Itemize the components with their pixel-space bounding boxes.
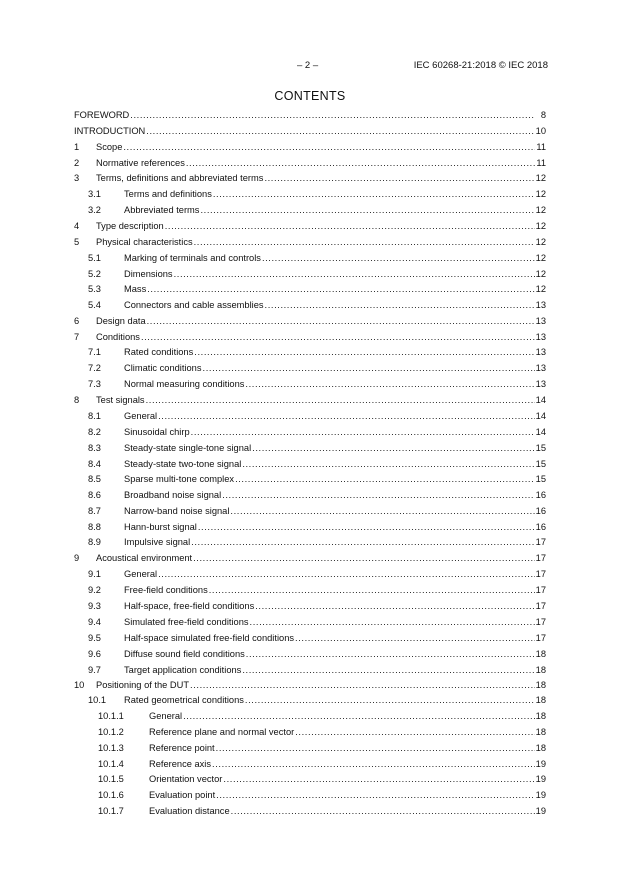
toc-entry-number: 9.2: [88, 585, 101, 595]
dot-leader: [231, 806, 535, 817]
dot-leader: [213, 189, 535, 200]
toc-entry-page: 13: [535, 332, 546, 342]
toc-entry-title: Type description: [96, 221, 164, 231]
toc-entry[interactable]: [74, 443, 546, 454]
dot-leader: [223, 774, 534, 785]
dot-leader: [216, 790, 534, 801]
dot-leader: [147, 284, 534, 295]
toc-entry-number: 7.2: [88, 363, 101, 373]
toc-entry-title: Half-space simulated free-field conditions: [124, 633, 295, 643]
toc-entry-page: 14: [535, 411, 546, 421]
toc-entry[interactable]: [74, 506, 546, 517]
toc-entry-page: 18: [535, 680, 546, 690]
toc-entry-page: 17: [535, 569, 546, 579]
toc-entry-number: 3.2: [88, 205, 101, 215]
toc-entry[interactable]: [74, 774, 546, 785]
toc-entry-title: Normal measuring conditions: [124, 379, 245, 389]
toc-entry-number: 8.9: [88, 537, 101, 547]
toc-entry-number: 9.7: [88, 665, 101, 675]
dot-leader: [242, 665, 534, 676]
toc-entry-number: 9.6: [88, 649, 101, 659]
dot-leader: [252, 443, 535, 454]
toc-entry-page: 18: [535, 743, 546, 753]
dot-leader: [295, 633, 535, 644]
dot-leader: [123, 142, 535, 153]
toc-entry-title: Evaluation point: [149, 790, 216, 800]
toc-entry[interactable]: [74, 665, 546, 676]
dot-leader: [250, 617, 535, 628]
toc-entry-page: 17: [535, 537, 546, 547]
toc-entry-page: 12: [535, 237, 546, 247]
toc-entry-number: 3: [74, 173, 80, 183]
toc-entry-title: Test signals: [96, 395, 145, 405]
toc-entry-page: 16: [535, 490, 546, 500]
toc-entry-page: 16: [535, 506, 546, 516]
toc-entry-page: 18: [535, 695, 546, 705]
toc-entry-title: Sparse multi-tone complex: [124, 474, 235, 484]
toc-entry-page: 12: [535, 189, 546, 199]
toc-entry-page: 12: [535, 284, 546, 294]
toc-entry[interactable]: [74, 459, 546, 470]
toc-entry-number: 6: [74, 316, 80, 326]
toc-entry[interactable]: [74, 601, 546, 612]
dot-leader: [194, 237, 535, 248]
toc-entry-number: 5.4: [88, 300, 101, 310]
toc-entry-number: 10.1.7: [98, 806, 124, 816]
toc-entry[interactable]: [74, 284, 546, 295]
toc-entry-number: 8.3: [88, 443, 101, 453]
toc-entry-number: 9.3: [88, 601, 101, 611]
toc-entry-title: Target application conditions: [124, 665, 242, 675]
toc-entry[interactable]: [74, 537, 546, 548]
toc-entry-title: Terms, definitions and abbreviated terms: [96, 173, 264, 183]
toc-entry[interactable]: [74, 300, 546, 311]
toc-entry-number: 7.3: [88, 379, 101, 389]
toc-entry-number: 5.3: [88, 284, 101, 294]
dot-leader: [190, 680, 535, 691]
toc-entry-number: 5: [74, 237, 80, 247]
toc-entry-number: 8.8: [88, 522, 101, 532]
toc-entry[interactable]: [74, 617, 546, 628]
toc-entry[interactable]: [74, 806, 546, 817]
toc-entry[interactable]: [74, 269, 546, 280]
toc-entry-title: Scope: [96, 142, 123, 152]
toc-entry-page: 18: [535, 649, 546, 659]
toc-entry-title: Abbreviated terms: [124, 205, 200, 215]
toc-entry[interactable]: [74, 727, 546, 738]
toc-entry[interactable]: [74, 474, 546, 485]
toc-entry-number: 9.4: [88, 617, 101, 627]
toc-entry-title: Design data: [96, 316, 146, 326]
toc-entry-title: Terms and definitions: [124, 189, 212, 199]
toc-entry[interactable]: [74, 711, 546, 722]
toc-entry-title: Rated conditions: [124, 347, 194, 357]
dot-leader: [242, 459, 534, 470]
toc-entry-title: Rated geometrical conditions: [124, 695, 244, 705]
toc-entry[interactable]: [74, 790, 546, 801]
toc-entry[interactable]: [74, 743, 546, 754]
toc-entry-number: 9.5: [88, 633, 101, 643]
dot-leader: [194, 347, 534, 358]
toc-entry-title: Hann-burst signal: [124, 522, 197, 532]
dot-leader: [264, 173, 534, 184]
toc-entry[interactable]: [74, 316, 546, 327]
toc-entry[interactable]: [74, 649, 546, 660]
toc-entry-number: 7: [74, 332, 80, 342]
toc-entry[interactable]: [74, 585, 546, 596]
toc-entry[interactable]: [74, 363, 546, 374]
toc-entry-number: 10.1.1: [98, 711, 124, 721]
toc-entry-number: 8.2: [88, 427, 101, 437]
toc-entry-title: Evaluation distance: [149, 806, 230, 816]
document-identifier: IEC 60268-21:2018 © IEC 2018: [413, 60, 548, 71]
dot-leader: [262, 253, 535, 264]
toc-entry[interactable]: [74, 110, 546, 121]
toc-entry-title: INTRODUCTION: [74, 126, 146, 136]
toc-entry-page: 17: [535, 585, 546, 595]
toc-entry-page: 18: [535, 711, 546, 721]
toc-entry[interactable]: [74, 347, 546, 358]
toc-entry-page: 13: [535, 316, 546, 326]
toc-entry-title: Acoustical environment: [96, 553, 193, 563]
toc-entry[interactable]: [74, 633, 546, 644]
toc-entry-page: 13: [535, 363, 546, 373]
toc-entry[interactable]: [74, 427, 546, 438]
toc-entry-number: 10.1.3: [98, 743, 124, 753]
toc-entry-number: 5.1: [88, 253, 101, 263]
dot-leader: [158, 569, 535, 580]
toc-entry-page: 12: [535, 253, 546, 263]
page-header: [0, 60, 620, 76]
toc-entry-number: 9: [74, 553, 80, 563]
toc-entry[interactable]: [74, 695, 546, 706]
toc-entry-title: Normative references: [96, 158, 185, 168]
dot-leader: [200, 205, 534, 216]
toc-entry-page: 12: [535, 221, 546, 231]
toc-entry-page: 12: [535, 205, 546, 215]
toc-entry[interactable]: [74, 490, 546, 501]
toc-entry-page: 15: [535, 459, 546, 469]
toc-entry-page: 17: [535, 633, 546, 643]
dot-leader: [222, 490, 534, 501]
toc-entry[interactable]: [74, 221, 546, 232]
dot-leader: [183, 711, 535, 722]
toc-entry[interactable]: [74, 553, 546, 564]
dot-leader: [146, 395, 535, 406]
toc-entry-page: 12: [535, 269, 546, 279]
toc-entry-title: Dimensions: [124, 269, 173, 279]
dot-leader: [265, 300, 535, 311]
toc-entry-page: 13: [535, 300, 546, 310]
toc-entry-title: General: [124, 411, 158, 421]
toc-entry-title: Marking of terminals and controls: [124, 253, 261, 263]
toc-entry-title: Sinusoidal chirp: [124, 427, 190, 437]
toc-entry-number: 8.4: [88, 459, 101, 469]
toc-entry[interactable]: [74, 173, 546, 184]
page-title: CONTENTS: [274, 89, 346, 103]
toc-entry-page: 18: [535, 727, 546, 737]
toc-entry-page: 13: [535, 347, 546, 357]
toc-entry[interactable]: [74, 237, 546, 248]
toc-entry[interactable]: [74, 411, 546, 422]
dot-leader: [212, 759, 535, 770]
toc-entry-title: Simulated free-field conditions: [124, 617, 249, 627]
toc-entry-title: Diffuse sound field conditions: [124, 649, 245, 659]
toc-entry-page: 19: [535, 774, 546, 784]
dot-leader: [191, 537, 535, 548]
dot-leader: [186, 158, 535, 169]
toc-entry-page: 17: [535, 601, 546, 611]
toc-entry-page: 18: [535, 665, 546, 675]
dot-leader: [235, 474, 535, 485]
toc-entry-page: 19: [535, 759, 546, 769]
page-number: – 2 –: [297, 60, 319, 71]
dot-leader: [245, 695, 535, 706]
toc-entry-page: 12: [535, 173, 546, 183]
toc-entry[interactable]: [74, 158, 546, 169]
dot-leader: [158, 411, 535, 422]
toc-entry-page: 17: [535, 617, 546, 627]
toc-entry-title: Mass: [124, 284, 147, 294]
toc-entry[interactable]: [74, 189, 546, 200]
dot-leader: [130, 110, 535, 121]
toc-entry-title: Positioning of the DUT: [96, 680, 190, 690]
toc-entry-title: Physical characteristics: [96, 237, 193, 247]
toc-entry-number: 7.1: [88, 347, 101, 357]
toc-entry[interactable]: [74, 205, 546, 216]
toc-entry-title: Conditions: [96, 332, 140, 342]
toc-entry-title: Free-field conditions: [124, 585, 208, 595]
dot-leader: [216, 743, 535, 754]
toc-entry-number: 10: [74, 680, 85, 690]
toc-entry[interactable]: [74, 332, 546, 343]
toc-entry-number: 5.2: [88, 269, 101, 279]
toc-entry-title: Connectors and cable assemblies: [124, 300, 264, 310]
toc-entry-page: 15: [535, 474, 546, 484]
toc-entry-page: 14: [535, 395, 546, 405]
toc-entry[interactable]: [74, 253, 546, 264]
toc-entry-number: 10.1.5: [98, 774, 124, 784]
dot-leader: [193, 553, 535, 564]
toc-entry-number: 10.1.6: [98, 790, 124, 800]
toc-entry-number: 8.6: [88, 490, 101, 500]
toc-entry[interactable]: [74, 759, 546, 770]
toc-entry-page: 19: [535, 790, 546, 800]
toc-entry-title: Half-space, free-field conditions: [124, 601, 255, 611]
toc-entry-title: Reference plane and normal vector: [149, 727, 295, 737]
toc-entry-title: Steady-state single-tone signal: [124, 443, 252, 453]
toc-entry-number: 8.7: [88, 506, 101, 516]
toc-entry[interactable]: [74, 142, 546, 153]
toc-entry-title: Impulsive signal: [124, 537, 191, 547]
toc-entry[interactable]: [74, 522, 546, 533]
dot-leader: [165, 221, 535, 232]
toc-entry-page: 16: [535, 522, 546, 532]
toc-entry-title: Steady-state two-tone signal: [124, 459, 242, 469]
toc-entry[interactable]: [74, 379, 546, 390]
toc-entry-page: 11: [536, 142, 546, 152]
dot-leader: [246, 649, 535, 660]
toc-entry[interactable]: [74, 126, 546, 137]
dot-leader: [147, 316, 535, 327]
toc-entry-title: General: [149, 711, 183, 721]
dot-leader: [203, 363, 535, 374]
dot-leader: [295, 727, 534, 738]
toc-entry-number: 8.5: [88, 474, 101, 484]
toc-entry-title: Orientation vector: [149, 774, 223, 784]
dot-leader: [198, 522, 535, 533]
toc-entry-title: Broadband noise signal: [124, 490, 222, 500]
toc-entry-page: 19: [535, 806, 546, 816]
toc-entry-title: Climatic conditions: [124, 363, 202, 373]
toc-entry-number: 8.1: [88, 411, 101, 421]
toc-entry-title: General: [124, 569, 158, 579]
toc-entry-number: 10.1.2: [98, 727, 124, 737]
dot-leader: [141, 332, 535, 343]
toc-entry-page: 14: [535, 427, 546, 437]
toc-entry-title: Reference axis: [149, 759, 212, 769]
dot-leader: [174, 269, 535, 280]
toc-entry-title: FOREWORD: [74, 110, 130, 120]
toc-entry-title: Narrow-band noise signal: [124, 506, 230, 516]
dot-leader: [255, 601, 534, 612]
toc-entry-title: Reference point: [149, 743, 215, 753]
toc-entry-number: 4: [74, 221, 80, 231]
dot-leader: [209, 585, 535, 596]
dot-leader: [230, 506, 534, 517]
toc-entry-page: 10: [535, 126, 546, 136]
toc-entry-number: 8: [74, 395, 80, 405]
dot-leader: [245, 379, 534, 390]
dot-leader: [191, 427, 535, 438]
toc-entry-number: 9.1: [88, 569, 101, 579]
toc-entry-page: 15: [535, 443, 546, 453]
dot-leader: [146, 126, 534, 137]
toc-entry-number: 2: [74, 158, 80, 168]
toc-entry-number: 3.1: [88, 189, 101, 199]
toc-entry[interactable]: [74, 395, 546, 406]
toc-entry-number: 1: [74, 142, 80, 152]
toc-entry-page: 13: [535, 379, 546, 389]
toc-entry[interactable]: [74, 569, 546, 580]
toc-entry-number: 10.1.4: [98, 759, 124, 769]
toc-entry[interactable]: [74, 680, 546, 691]
toc-entry-number: 10.1: [88, 695, 107, 705]
toc-entry-page: 11: [536, 158, 546, 168]
toc-entry-page: 17: [535, 553, 546, 563]
toc-entry-page: 8: [540, 110, 546, 120]
